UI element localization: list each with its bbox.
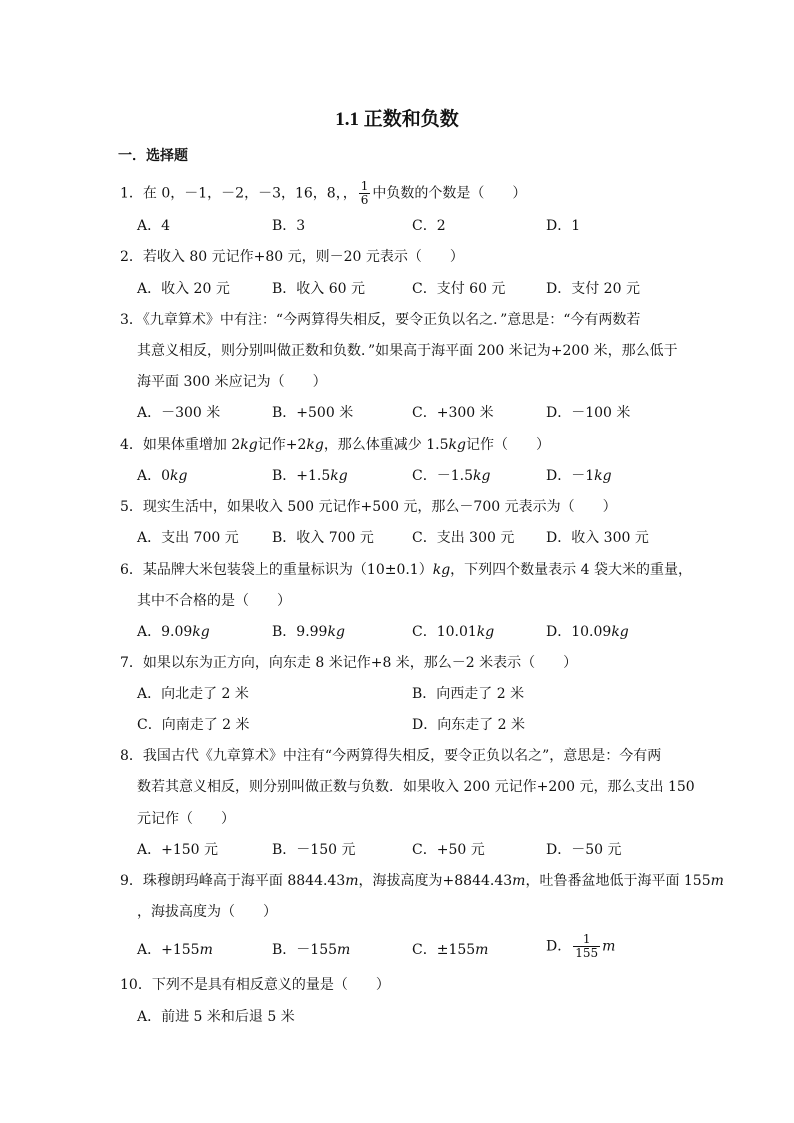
section-heading: 一．选择题	[118, 148, 188, 164]
q1-option-c[interactable]: C．2	[412, 218, 446, 234]
question-3-line-2: 其意义相反，则分别叫做正数和负数．”如果高于海平面 200 米记为+200 米，那么低于	[137, 343, 678, 359]
page-title: 1.1 正数和负数	[335, 109, 459, 130]
question-5: 5．现实生活中，如果收入 500 元记作+500 元，那么－700 元表示为（ ）	[120, 499, 617, 515]
q9-option-c[interactable]: C．±155m	[412, 942, 489, 958]
q7-option-a[interactable]: A．向北走了 2 米	[137, 686, 249, 702]
q6-option-c[interactable]: C．10.01kg	[412, 624, 495, 640]
q4-option-d[interactable]: D．－1kg	[546, 468, 612, 484]
q10-option-a[interactable]: A．前进 5 米和后退 5 米	[137, 1009, 295, 1025]
q8-option-b[interactable]: B．－150 元	[272, 842, 356, 858]
q9-option-a[interactable]: A．+155m	[137, 942, 213, 958]
q5-option-b[interactable]: B．收入 700 元	[272, 530, 374, 546]
q7-option-d[interactable]: D．向东走了 2 米	[412, 717, 526, 733]
q2-option-d[interactable]: D．支付 20 元	[546, 281, 640, 297]
q6-option-b[interactable]: B．9.99kg	[272, 624, 345, 640]
q5-option-a[interactable]: A．支出 700 元	[137, 530, 239, 546]
question-3-line-1: 3．《九章算术》中有注：“今两算得失相反，要令正负以名之．”意思是：“今有两数若	[120, 312, 641, 328]
question-6-line-2: 其中不合格的是（ ）	[137, 593, 291, 609]
q1-option-d[interactable]: D．1	[546, 218, 581, 234]
q2-option-b[interactable]: B．收入 60 元	[272, 281, 366, 297]
fraction-one-sixth: $\frac{1}{6}$	[360, 179, 369, 207]
q3-option-a[interactable]: A．－300 米	[137, 405, 221, 421]
q8-option-a[interactable]: A．+150 元	[137, 842, 219, 858]
q4-option-a[interactable]: A．0kg	[137, 468, 188, 484]
q7-option-b[interactable]: B．向西走了 2 米	[412, 686, 525, 702]
question-1	[120, 180, 526, 207]
question-6-line-1: 6．某品牌大米包装袋上的重量标识为（10±0.1）kg，下列四个数量表示 4 袋大米的重量，	[120, 562, 692, 578]
q6-option-d[interactable]: D．10.09kg	[546, 624, 629, 640]
question-7: 7．如果以东为正方向，向东走 8 米记作+8 米，那么－2 米表示（ ）	[120, 655, 578, 671]
question-10: 10．下列不是具有相反意义的量是（ ）	[120, 977, 390, 993]
question-8-line-2: 数若其意义相反，则分别叫做正数与负数．如果收入 200 元记作+200 元，那么支出 150	[137, 779, 695, 795]
question-1-tail: 中负数的个数是（ ）	[372, 185, 527, 202]
q4-option-b[interactable]: B．+1.5kg	[272, 468, 348, 484]
question-8-line-3: 元记作（ ）	[137, 811, 235, 827]
q1-option-a[interactable]: A．4	[137, 218, 171, 234]
q3-option-d[interactable]: D．－100 米	[546, 405, 631, 421]
q3-option-c[interactable]: C．+300 米	[412, 405, 494, 421]
q5-option-d[interactable]: D．收入 300 元	[546, 530, 649, 546]
q1-option-b[interactable]: B．3	[272, 218, 306, 234]
q6-option-a[interactable]: A．9.09kg	[137, 624, 210, 640]
q5-option-c[interactable]: C．支出 300 元	[412, 530, 515, 546]
q3-option-b[interactable]: B．+500 米	[272, 405, 354, 421]
question-2: 2．若收入 80 元记作+80 元，则－20 元表示（ ）	[120, 249, 464, 265]
q9-option-b[interactable]: B．－155m	[272, 942, 351, 958]
question-8-line-1: 8．我国古代《九章算术》中注有“今两算得失相反，要令正负以名之”，意思是：今有两	[120, 748, 662, 764]
q8-option-d[interactable]: D．－50 元	[546, 842, 622, 858]
q9-option-d[interactable]: D． $\frac{1}{155}$ m	[546, 932, 616, 960]
question-1-text: 1．在 0，－1，－2，－3，16，8，，	[120, 185, 357, 202]
q2-option-a[interactable]: A．收入 20 元	[137, 281, 230, 297]
question-3-line-3: 海平面 300 米应记为（ ）	[137, 374, 327, 390]
question-4: 4．如果体重增加 2kg记作+2kg，那么体重减少 1.5kg记作（ ）	[120, 437, 550, 453]
q2-option-c[interactable]: C．支付 60 元	[412, 281, 506, 297]
fraction-one-over-155: $\frac{1}{155}$	[575, 932, 599, 960]
question-9-line-1: 9．珠穆朗玛峰高于海平面 8844.43m，海拔高度为+8844.43m，吐鲁番盆地低于海平面 155m	[120, 873, 724, 889]
q8-option-c[interactable]: C．+50 元	[412, 842, 485, 858]
q7-option-c[interactable]: C．向南走了 2 米	[137, 717, 250, 733]
question-9-line-2: ，海拔高度为（ ）	[137, 904, 277, 920]
q4-option-c[interactable]: C．－1.5kg	[412, 468, 491, 484]
